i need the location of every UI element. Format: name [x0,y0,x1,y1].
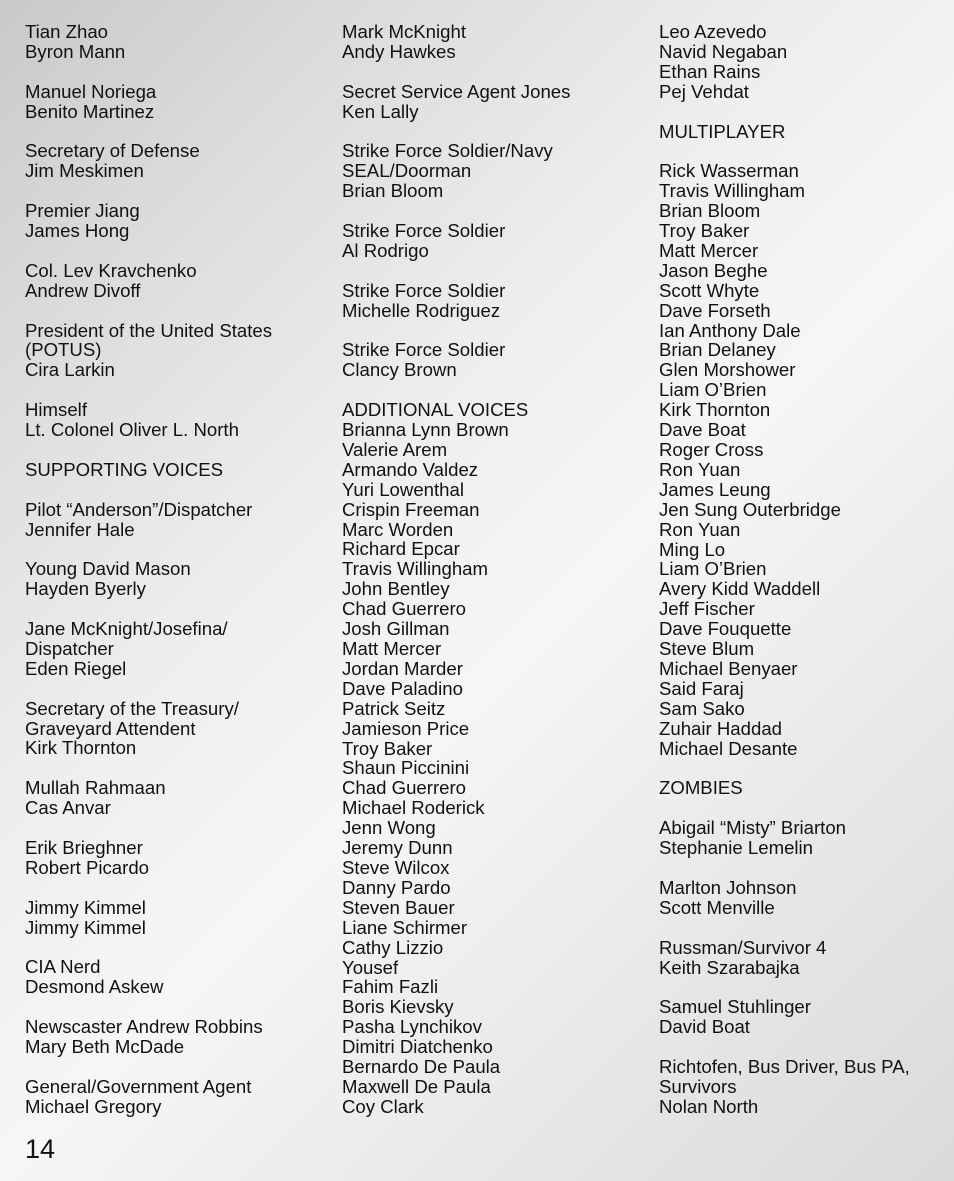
credit-entry [659,878,910,918]
credit-entry [659,938,910,978]
credit-line: Jamieson Price [342,717,470,739]
credit-line: Maxwell De Paula [342,1075,491,1097]
credit-entry [25,141,272,181]
credit-entry [25,619,272,679]
credit-line: Cas Anvar [25,797,111,819]
credit-line: Ken Lally [342,100,419,122]
credit-line: Secretary of Defense [25,140,200,162]
credit-entry [342,340,570,380]
credit-line: James Leung [659,478,771,500]
credit-line: Strike Force Soldier [342,220,506,242]
credit-line: Rick Wasserman [659,160,799,182]
credit-line: Brian Delaney [659,339,776,361]
credit-entry [25,261,272,301]
credit-line: Avery Kidd Waddell [659,578,821,600]
credit-line: Jen Sung Outerbridge [659,498,841,520]
credit-line: Secret Service Agent Jones [342,80,571,102]
credit-line: Benito Martinez [25,100,155,122]
credit-line: Tian Zhao [25,21,109,42]
credit-entry [25,400,272,440]
credit-entry [342,281,570,321]
credit-line: General/Government Agent [25,1075,252,1097]
credit-line: Jane McKnight/Josefina/ [25,618,228,640]
credit-line: Brianna Lynn Brown [342,419,509,441]
credit-line: Keith Szarabajka [659,956,800,978]
credit-line: Travis Willingham [342,558,489,580]
credit-line: Andrew Divoff [25,279,141,301]
credit-line: Valerie Arem [342,438,448,460]
credit-line: John Bentley [342,578,450,600]
credit-line: Michael Benyaer [659,657,798,679]
credit-entry [25,500,272,540]
credit-line: (POTUS) [25,339,102,361]
credit-line: CIA Nerd [25,956,101,978]
credit-line: Roger Cross [659,439,764,460]
credit-entry [659,22,910,102]
credit-line: Manuel Noriega [25,80,157,102]
credit-line: Cathy Lizzio [342,936,444,958]
credit-entry [25,321,272,381]
credit-line: Scott Whyte [659,279,760,301]
credit-line: Danny Pardo [342,876,451,898]
credit-line: Steve Blum [659,638,755,660]
credit-line: Dispatcher [25,637,114,659]
credit-line: Byron Mann [25,40,126,62]
credit-entry [25,957,272,997]
credit-line: Secretary of the Treasury/ [25,697,239,719]
credit-entry [659,122,910,142]
credit-entry [25,1017,272,1057]
credit-entry [342,141,570,201]
credit-line: Bernardo De Paula [342,1056,501,1078]
credit-line: MULTIPLAYER [659,120,786,142]
credit-entry [659,997,910,1037]
credit-line: Navid Negaban [659,40,788,62]
credit-line: Scott Menville [659,896,775,918]
credit-line: Patrick Seitz [342,697,446,719]
credit-line: Stephanie Lemelin [659,837,814,859]
credit-line: Cira Larkin [25,359,115,381]
credit-line: Michael Gregory [25,1095,162,1117]
credit-line: Mullah Rahmaan [25,777,166,799]
credit-entry [25,838,272,878]
credit-entry [25,82,272,122]
credit-line: Ian Anthony Dale [659,319,801,341]
credit-line: Premier Jiang [25,200,140,222]
credit-line: Ron Yuan [659,518,741,540]
credit-line: Michael Desante [659,737,798,759]
credit-line: Crispin Freeman [342,498,480,520]
credit-line: Desmond Askew [25,976,164,998]
credit-line: Strike Force Soldier [342,339,506,361]
credit-line: Said Faraj [659,677,744,699]
credit-entry [659,778,910,798]
credit-line: Armando Valdez [342,458,479,480]
credit-line: Dave Forseth [659,299,771,321]
credit-line: Travis Willingham [659,180,806,202]
credit-line: Andy Hawkes [342,40,456,62]
credit-line: Michelle Rodriguez [342,299,501,321]
credit-line: Samuel Stuhlinger [659,996,811,1018]
credit-entry [25,898,272,938]
credit-line: Brian Bloom [342,180,444,202]
credit-line: Ron Yuan [659,458,741,480]
credit-line: Troy Baker [342,737,433,759]
credit-line: Dave Boat [659,419,746,441]
credit-line: Newscaster Andrew Robbins [25,1016,263,1038]
credit-line: Sam Sako [659,697,745,719]
credit-line: Kirk Thornton [25,737,137,759]
credit-line: Russman/Survivor 4 [659,936,827,958]
credit-line: Matt Mercer [659,239,759,261]
credit-line: Richtofen, Bus Driver, Bus PA, [659,1056,910,1077]
credit-line: Brian Bloom [659,200,761,222]
credit-line: SUPPORTING VOICES [25,458,224,480]
credits-column-2 [342,22,570,1137]
credit-line: Pilot “Anderson”/Dispatcher [25,498,253,520]
credit-line: Matt Mercer [342,638,442,659]
credits-column-3 [659,22,910,1137]
credit-line: Jason Beghe [659,259,768,281]
credit-entry [25,699,272,759]
credit-line: ZOMBIES [659,777,743,799]
credit-line: Mark McKnight [342,21,466,42]
credit-entry [342,82,570,122]
credit-line: Jenn Wong [342,817,436,839]
credit-line: Pasha Lynchikov [342,1016,482,1038]
credit-line: Richard Epcar [342,538,460,560]
credit-entry [25,778,272,818]
credit-line: Chad Guerrero [342,598,467,620]
credit-line: Jimmy Kimmel [25,896,146,918]
credit-entry [342,221,570,261]
credit-line: Liane Schirmer [342,916,468,938]
credit-line: Troy Baker [659,220,750,242]
credit-line: Jordan Marder [342,657,463,679]
credit-entry [659,818,910,858]
credit-line: Robert Picardo [25,856,150,878]
credit-entry [659,161,910,758]
credit-line: Leo Azevedo [659,21,767,42]
credit-entry [25,460,272,480]
credit-line: Marlton Johnson [659,876,797,898]
credit-line: Dimitri Diatchenko [342,1036,493,1058]
credit-line: Liam O’Brien [659,379,767,401]
credit-line: Al Rodrigo [342,239,429,261]
credit-line: Josh Gillman [342,618,450,640]
credit-line: Steve Wilcox [342,856,450,878]
credit-line: Himself [25,399,87,421]
credit-line: Graveyard Attendent [25,717,196,739]
credit-line: Coy Clark [342,1095,424,1117]
credit-line: Liam O’Brien [659,558,767,580]
credit-line: Jeff Fischer [659,598,755,620]
credit-line: Kirk Thornton [659,399,771,421]
credit-entry [25,22,272,62]
credit-line: Clancy Brown [342,359,457,381]
credit-line: David Boat [659,1016,750,1038]
credit-line: Abigail “Misty” Briarton [659,817,847,839]
credit-line: Mary Beth McDade [25,1035,185,1057]
credit-entry [659,1057,910,1117]
credit-line: Eden Riegel [25,657,127,679]
credit-line: Survivors [659,1075,737,1097]
credit-line: Steven Bauer [342,896,455,918]
credit-line: Shaun Piccinini [342,757,470,779]
credit-line: Jennifer Hale [25,518,135,540]
credit-line: Marc Worden [342,518,454,540]
credit-line: Young David Mason [25,558,191,580]
credits-column-1 [25,22,272,1136]
credit-line: Jimmy Kimmel [25,916,146,938]
credit-entry [25,201,272,241]
credit-entry [342,400,570,1117]
credit-line: Ming Lo [659,538,726,560]
credit-line: Boris Kievsky [342,996,454,1018]
credit-line: Hayden Byerly [25,578,146,600]
credit-line: Zuhair Haddad [659,717,783,739]
credit-line: Chad Guerrero [342,777,467,799]
page-number: 14 [25,1134,56,1164]
credit-line: Dave Fouquette [659,618,792,640]
credit-entry [25,559,272,599]
credit-line: Yuri Lowenthal [342,478,464,500]
credit-line: Jim Meskimen [25,160,144,182]
credit-line: Nolan North [659,1095,759,1117]
credit-line: Col. Lev Kravchenko [25,259,197,281]
credit-entry [25,1077,272,1117]
credit-line: Glen Morshower [659,359,796,381]
credit-line: ADDITIONAL VOICES [342,399,529,421]
credit-line: Pej Vehdat [659,80,749,102]
credit-line: Dave Paladino [342,677,463,699]
credit-line: Yousef [342,956,399,978]
credit-line: Strike Force Soldier/Navy [342,140,553,162]
credit-line: Michael Roderick [342,797,485,819]
credit-line: Lt. Colonel Oliver L. North [25,419,239,441]
credit-line: James Hong [25,220,130,242]
credit-line: Ethan Rains [659,60,761,82]
credit-line: Erik Brieghner [25,836,143,858]
credit-entry [342,22,570,62]
credit-line: Jeremy Dunn [342,837,453,859]
credit-line: President of the United States [25,319,273,341]
credit-line: Strike Force Soldier [342,279,506,301]
credit-line: SEAL/Doorman [342,160,472,182]
credit-line: Fahim Fazli [342,976,439,998]
